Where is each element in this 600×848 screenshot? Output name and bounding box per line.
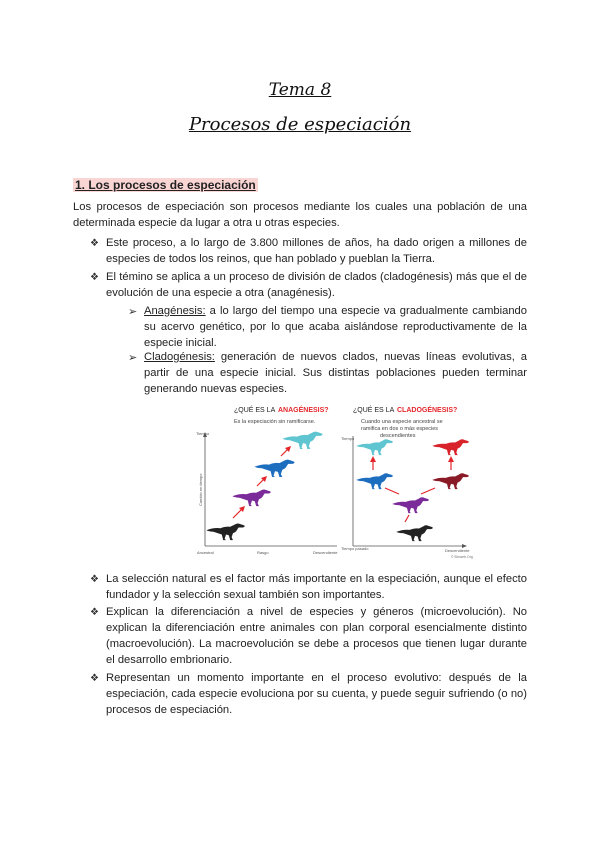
right-caption-line1: Cuando una especie ancestral se	[361, 419, 443, 425]
right-red-arrowhead	[448, 456, 454, 462]
term-anagenesis: Anagénesis:	[144, 305, 206, 317]
right-title-highlight: CLADOGÉNESIS?	[397, 407, 458, 414]
speciation-figure	[195, 398, 475, 560]
right-y-top-label: Tiempo	[341, 436, 355, 441]
right-caption-line3: descendientes	[380, 433, 416, 439]
dinosaur-darkred-icon	[432, 473, 468, 489]
dinosaur-black-icon	[206, 523, 244, 540]
diamond-bullet-icon: ❖	[90, 574, 99, 585]
arrow-bullet-icon: ➢	[128, 352, 138, 364]
left-x-left-label: Ancestral	[197, 550, 214, 555]
dinosaur-blue-icon	[356, 473, 392, 489]
right-caption-line2: ramifica en dos o más especies	[361, 426, 439, 432]
dinosaur-teal-icon	[282, 432, 322, 449]
right-x-right-label: Descendiente	[445, 548, 470, 553]
left-title-prefix: ¿QUÉ ES LA	[234, 407, 276, 414]
diamond-bullet-icon: ❖	[90, 272, 99, 283]
left-y-axis-label: Cambio en tiempo	[198, 473, 203, 506]
bullet-3: La selección natural es el factor más importante en la especiación, aunque el efecto fundador y la selección sexual también son importantes.	[106, 573, 527, 601]
dinosaur-teal-icon	[356, 439, 392, 455]
diamond-bullet-icon: ❖	[90, 238, 99, 249]
diamond-bullet-icon: ❖	[90, 607, 99, 618]
left-x-right-label: Descendiente	[313, 550, 338, 555]
dinosaur-purple-icon	[392, 497, 428, 513]
term-cladogenesis: Cladogénesis:	[144, 351, 215, 363]
sub-bullet-anagenesis	[144, 303, 527, 351]
left-y-top-label: Tiempo	[196, 431, 210, 436]
bullet-4: Explican la diferenciación a nivel de especies y géneros (microevolución). No explican la diferenciación entre animales con plan corporal esencialmente distinto (macroevolución). La macroevolución se debe a procesos que tienen lugar durante el desarrollo embrionario.	[106, 606, 527, 666]
right-red-arrow	[385, 488, 399, 494]
dinosaur-red-icon	[432, 439, 468, 455]
right-title-prefix: ¿QUÉ ES LA	[353, 407, 395, 414]
cladogenesis-text: generación de nuevos clados, nuevas líneas evolutivas, a partir de una especie inicial. Sus distintas poblaciones pueden terminar generando nuevas especies.	[144, 351, 527, 395]
right-red-arrow	[405, 515, 409, 522]
left-title-highlight: ANAGÉNESIS?	[278, 407, 329, 414]
bullet-5: Representan un momento importante en el proceso evolutivo: después de la especiación, cada especie evoluciona por su cuenta, y puede seguir sufriendo (o no) procesos de especiación.	[106, 672, 527, 716]
left-x-mid-label: Rasgo	[257, 550, 269, 555]
left-caption: Es la especiación sin ramificarse.	[234, 419, 316, 425]
page-subtitle: Procesos de especiación	[188, 114, 412, 135]
right-credit: © Bioweb.Org	[451, 555, 473, 559]
dinosaur-blue-icon	[254, 460, 294, 477]
arrow-bullet-icon: ➢	[128, 306, 138, 318]
right-red-arrowhead	[370, 456, 376, 462]
bullet-1: Este proceso, a lo largo de 3.800 millones de años, ha dado origen a millones de especies de todos los reinos, que han poblado y pueblan la Tierra.	[106, 237, 527, 265]
sub-bullet-cladogenesis	[144, 349, 527, 397]
section-heading: 1. Los procesos de especiación	[75, 178, 256, 192]
right-red-arrow	[421, 488, 435, 494]
page-title: Tema 8	[268, 80, 332, 100]
diamond-bullet-icon: ❖	[90, 673, 99, 684]
dinosaur-purple-icon	[232, 489, 270, 506]
right-x-left-label: Tiempo pasado	[341, 546, 369, 551]
intro-paragraph: Los procesos de especiación son procesos mediante los cuales una población de una determinada especie da lugar a otra u otras especies.	[73, 201, 527, 229]
dinosaur-black-icon	[396, 525, 432, 541]
anagenesis-text: a lo largo del tiempo una especie va gradualmente cambiando su acervo genético, por lo que acaba aislándose reproductivamente de la especie inicial.	[144, 305, 527, 349]
bullet-2: El témino se aplica a un proceso de división de clados (cladogénesis) más que el de evolución de una especie a otra (anagénesis).	[106, 271, 527, 299]
